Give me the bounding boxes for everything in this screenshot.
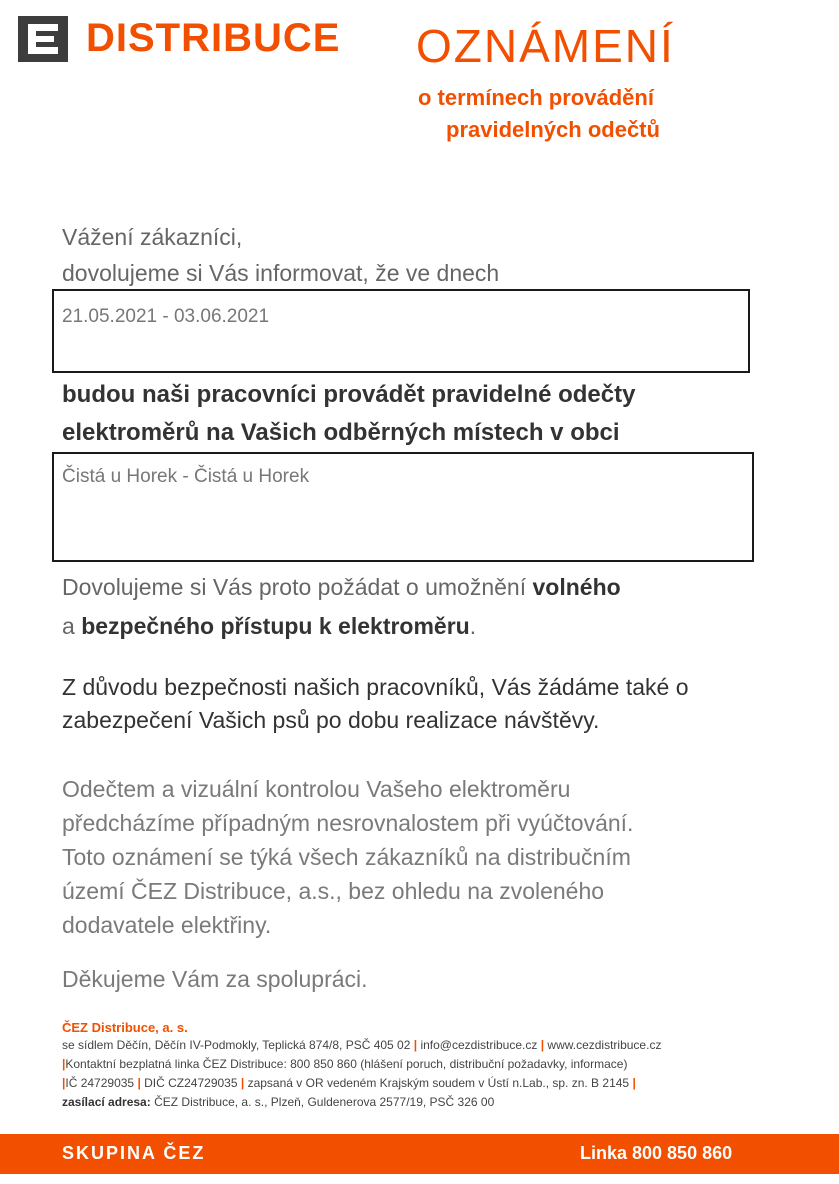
access-request-line1 bbox=[62, 572, 621, 602]
company-name: ČEZ Distribuce, a. s. bbox=[62, 1020, 188, 1035]
address-line4 bbox=[62, 1093, 494, 1112]
mailing-address-label: zasílací adresa: bbox=[62, 1095, 151, 1109]
info-line: dodavatele elektřiny. bbox=[62, 912, 272, 938]
separator: | bbox=[62, 1057, 66, 1071]
info-line: Toto oznámení se týká všech zákazníků na distribučním bbox=[62, 844, 631, 870]
notice-title: OZNÁMENÍ bbox=[416, 20, 675, 72]
info-line: Odečtem a vizuální kontrolou Vašeho elektroměru bbox=[62, 776, 571, 802]
greeting: Vážení zákazníci, bbox=[62, 224, 243, 250]
separator: | bbox=[62, 1076, 66, 1090]
announcement-line1: budou naši pracovníci provádět pravidelné odečty bbox=[62, 381, 636, 408]
info-line: území ČEZ Distribuce, a.s., bez ohledu na zvoleného bbox=[62, 878, 605, 904]
company-id: IČ 24729035 bbox=[65, 1076, 135, 1090]
separator: | bbox=[632, 1076, 636, 1090]
mailing-address: ČEZ Distribuce, a. s., Plzeň, Guldenerova 2577/19, PSČ 326 00 bbox=[154, 1095, 495, 1109]
address-line1 bbox=[62, 1036, 661, 1055]
place-value: Čistá u Horek - Čistá u Horek bbox=[62, 466, 310, 487]
web-link[interactable]: www.cezdistribuce.cz bbox=[547, 1038, 662, 1052]
access-request-prefix: Dovolujeme si Vás proto požádat o umožnění bbox=[62, 574, 533, 600]
notice-subtitle-line1: o termínech provádění bbox=[418, 85, 654, 110]
announcement-line2: elektroměrů na Vašich odběrných místech v obci bbox=[62, 419, 620, 446]
access-request-line2-suffix: . bbox=[469, 613, 477, 639]
group-label: SKUPINA ČEZ bbox=[62, 1143, 206, 1163]
register-info: zapsaná v OR vedeném Krajským soudem v Ústí n.Lab., sp. zn. B 2145 bbox=[247, 1076, 630, 1090]
separator: | bbox=[240, 1076, 245, 1090]
thanks-text: Děkujeme Vám za spolupráci. bbox=[62, 966, 368, 992]
separator: | bbox=[540, 1038, 545, 1052]
cez-logo-icon bbox=[18, 16, 68, 62]
inform-text: dovolujeme si Vás informovat, že ve dnech bbox=[62, 260, 500, 286]
address-line2 bbox=[62, 1055, 627, 1074]
access-request-bold1: volného bbox=[532, 574, 621, 600]
registered-address: se sídlem Děčín, Děčín IV-Podmokly, Teplická 874/8, PSČ 405 02 bbox=[62, 1038, 411, 1052]
email-link[interactable]: info@cezdistribuce.cz bbox=[420, 1038, 538, 1052]
date-range-field bbox=[52, 289, 750, 373]
access-request-bold2: bezpečného přístupu k elektroměru bbox=[81, 613, 470, 639]
dogs-notice-line1: Z důvodu bezpečnosti našich pracovníků, Vás žádáme také o bbox=[62, 674, 689, 700]
separator: | bbox=[137, 1076, 141, 1090]
notice-subtitle-line2: pravidelných odečtů bbox=[446, 117, 660, 142]
info-paragraph bbox=[62, 772, 633, 942]
date-range-value: 21.05.2021 - 03.06.2021 bbox=[62, 306, 270, 327]
brand-name: DISTRIBUCE bbox=[86, 16, 341, 60]
hotline-number: Linka 800 850 860 bbox=[580, 1143, 733, 1163]
info-line: předcházíme případným nesrovnalostem při vyúčtování. bbox=[62, 810, 634, 836]
dogs-notice-line2: zabezpečení Vašich psů po dobu realizace návštěvy. bbox=[62, 707, 600, 733]
separator: | bbox=[413, 1038, 418, 1052]
vat-id: DIČ CZ24729035 bbox=[144, 1076, 238, 1090]
access-request-line2-prefix: a bbox=[62, 613, 82, 639]
access-request-line2 bbox=[62, 611, 476, 641]
address-line3 bbox=[62, 1074, 636, 1093]
contact-hotline-text: Kontaktní bezplatná linka ČEZ Distribuce: 800 850 860 (hlášení poruch, distribuční požadavky, informace) bbox=[65, 1057, 628, 1071]
